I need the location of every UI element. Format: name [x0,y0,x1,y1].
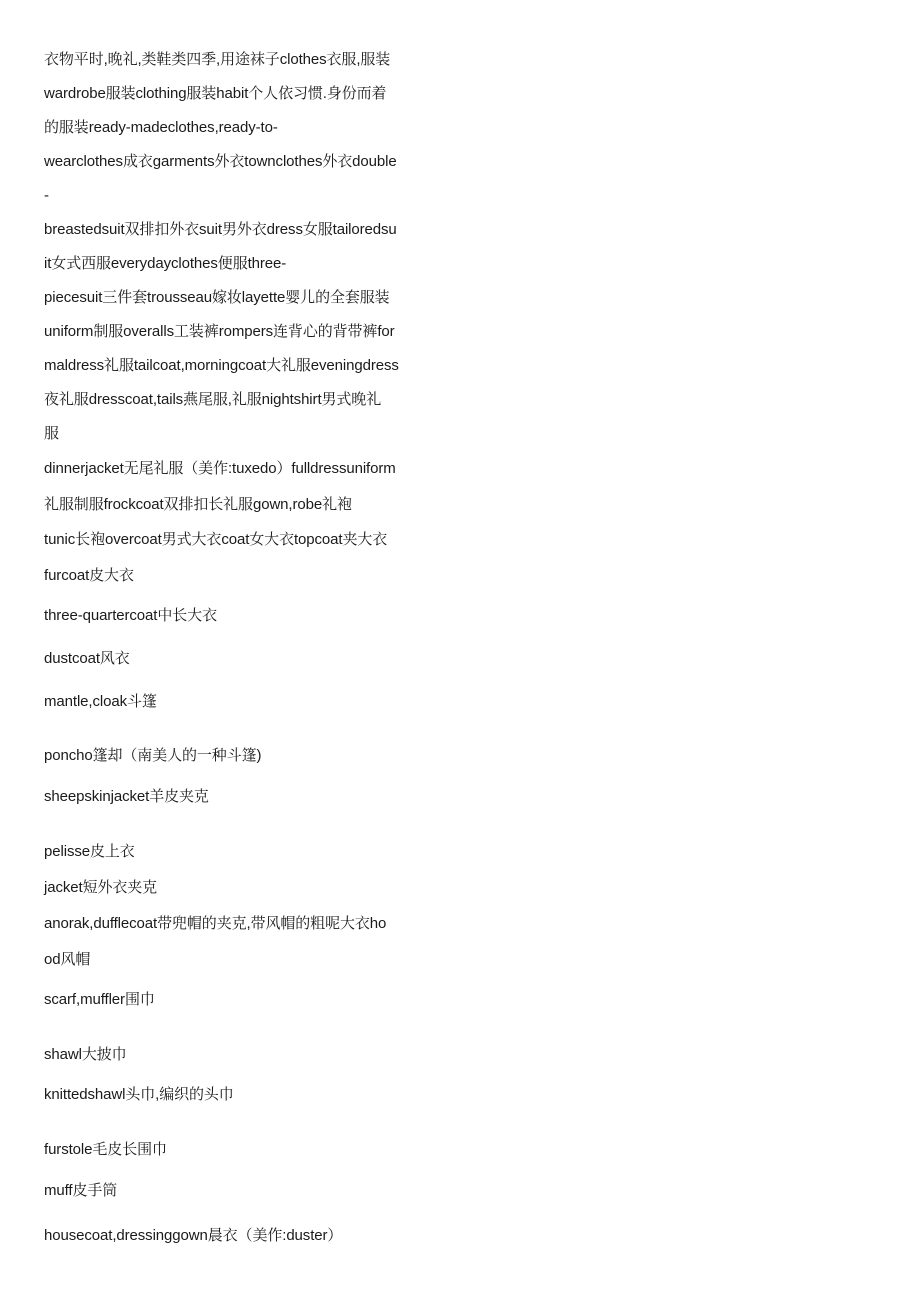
text-line: maldress礼服tailcoat,morningcoat大礼服eveningdress [44,357,399,374]
text-line: 的服装ready-madeclothes,ready-to- [44,119,278,136]
text-line: scarf,muffler围巾 [44,991,155,1008]
text-line: jacket短外衣夹克 [44,879,158,896]
text-line: knittedshawl头巾,编织的头巾 [44,1086,234,1103]
text-line: furcoat皮大衣 [44,567,134,584]
text-line: poncho篷却（南美人的一种斗篷) [44,747,262,764]
text-line: mantle,cloak斗篷 [44,693,157,710]
text-line: dinnerjacket无尾礼服（美作:tuxedo）fulldressuniform [44,460,396,477]
text-line: 服 [44,425,59,442]
text-line: tunic长袍overcoat男式大衣coat女大衣topcoat夹大衣 [44,531,388,548]
text-line: pelisse皮上衣 [44,843,135,860]
text-line: - [44,187,49,204]
text-line: sheepskinjacket羊皮夹克 [44,788,209,805]
text-line: od风帽 [44,951,91,968]
text-line: wearclothes成衣garments外衣townclothes外衣double [44,153,397,170]
text-line: housecoat,dressinggown晨衣（美作:duster） [44,1227,343,1244]
text-line: 衣物平时,晚礼,类鞋类四季,用途袜子clothes衣服,服装 [44,51,391,68]
text-line: muff皮手筒 [44,1182,118,1199]
text-line: wardrobe服装clothing服装habit个人依习惯.身份而着 [44,85,387,102]
text-line: furstole毛皮长围巾 [44,1141,167,1158]
text-line: piecesuit三件套trousseau嫁妆layette婴儿的全套服装 [44,289,390,306]
text-line: 礼服制服frockcoat双排扣长礼服gown,robe礼袍 [44,496,352,513]
text-line: breastedsuit双排扣外衣suit男外衣dress女服tailoredsu [44,221,397,238]
text-line: three-quartercoat中长大衣 [44,607,217,624]
text-line: it女式西服everydayclothes便服three- [44,255,287,272]
text-line: uniform制服overalls工装裤rompers连背心的背带裤for [44,323,395,340]
text-line: shawl大披巾 [44,1046,127,1063]
text-line: dustcoat风衣 [44,650,130,667]
text-line: 夜礼服dresscoat,tails燕尾服,礼服nightshirt男式晚礼 [44,391,382,408]
text-line: anorak,dufflecoat带兜帽的夹克,带风帽的粗呢大衣ho [44,915,387,932]
